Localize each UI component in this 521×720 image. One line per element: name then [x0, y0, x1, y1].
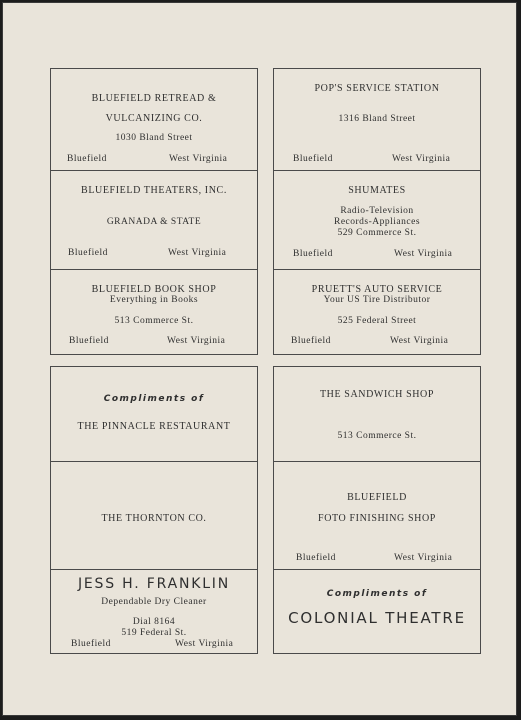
- ad-address: 519 Federal St.: [121, 628, 187, 638]
- ad-title: BLUEFIELD: [347, 492, 407, 503]
- ad-title: POP'S SERVICE STATION: [314, 83, 440, 94]
- ad-subtitle-2: Records-Appliances: [333, 217, 421, 227]
- ad-title: THE PINNACLE RESTAURANT: [77, 421, 231, 432]
- ad-box-right-bottom: [273, 366, 481, 654]
- ad-address: 525 Federal Street: [337, 316, 417, 326]
- ad-city: Bluefield: [67, 154, 107, 164]
- ad-state: West Virginia: [394, 553, 453, 563]
- ad-address: 1316 Bland Street: [338, 114, 416, 124]
- ad-title: SHUMATES: [348, 185, 406, 196]
- ad-thornton-co: [51, 461, 257, 569]
- ad-box-left-top: [50, 68, 258, 355]
- ad-title: THE THORNTON CO.: [101, 513, 207, 524]
- ad-subtitle: Dependable Dry Cleaner: [101, 597, 207, 607]
- ad-city: Bluefield: [293, 249, 333, 259]
- ad-colonial-theatre: [274, 569, 480, 654]
- ad-title: PRUETT'S AUTO SERVICE: [311, 284, 443, 295]
- ad-shumates: [274, 170, 480, 269]
- ad-bluefield-theaters: [51, 170, 257, 269]
- ad-city: Bluefield: [293, 154, 333, 164]
- ad-state: West Virginia: [167, 336, 226, 346]
- ad-city: Bluefield: [296, 553, 336, 563]
- ad-city: Bluefield: [69, 336, 109, 346]
- ad-address: 1030 Bland Street: [115, 133, 193, 143]
- ad-state: West Virginia: [168, 248, 227, 258]
- ad-title: COLONIAL THEATRE: [288, 609, 466, 627]
- ad-city: Bluefield: [68, 248, 108, 258]
- ad-address: 529 Commerce St.: [337, 228, 417, 238]
- ad-foto-finishing-shop: [274, 461, 480, 569]
- ad-title: BLUEFIELD THEATERS, INC.: [81, 185, 227, 196]
- ad-subtitle: Radio-Television: [340, 206, 414, 216]
- ad-state: West Virginia: [392, 154, 451, 164]
- ad-title-line2: FOTO FINISHING SHOP: [318, 513, 436, 524]
- ad-box-left-bottom: [50, 366, 258, 654]
- ad-subtitle: Everything in Books: [109, 295, 199, 305]
- compliments-text: Compliments of: [326, 589, 428, 599]
- ad-title: THE SANDWICH SHOP: [319, 389, 435, 400]
- ad-city: Bluefield: [291, 336, 331, 346]
- ad-subtitle: GRANADA & STATE: [106, 217, 202, 227]
- ad-state: West Virginia: [169, 154, 228, 164]
- ad-city: Bluefield: [71, 639, 111, 649]
- ad-address: 513 Commerce St.: [337, 431, 417, 441]
- ad-title: BLUEFIELD BOOK SHOP: [91, 284, 217, 295]
- ad-pops-service-station: [274, 69, 480, 170]
- ad-bluefield-book-shop: [51, 269, 257, 355]
- ad-pinnacle-restaurant: [51, 367, 257, 461]
- ad-title-line2: VULCANIZING CO.: [105, 113, 203, 124]
- ad-sandwich-shop: [274, 367, 480, 461]
- ad-title: BLUEFIELD RETREAD &: [91, 93, 217, 104]
- ad-state: West Virginia: [390, 336, 449, 346]
- ad-jess-franklin: [51, 569, 257, 654]
- ad-title: JESS H. FRANKLIN: [77, 576, 231, 592]
- ad-bluefield-retread: [51, 69, 257, 170]
- ad-address: 513 Commerce St.: [114, 316, 194, 326]
- ad-box-right-top: [273, 68, 481, 355]
- compliments-text: Compliments of: [103, 394, 205, 404]
- ad-subtitle: Your US Tire Distributor: [323, 295, 431, 305]
- yearbook-ad-page: [2, 2, 517, 716]
- ad-pruetts-auto-service: [274, 269, 480, 355]
- ad-state: West Virginia: [394, 249, 453, 259]
- ad-phone: Dial 8164: [132, 617, 176, 627]
- ad-state: West Virginia: [175, 639, 234, 649]
